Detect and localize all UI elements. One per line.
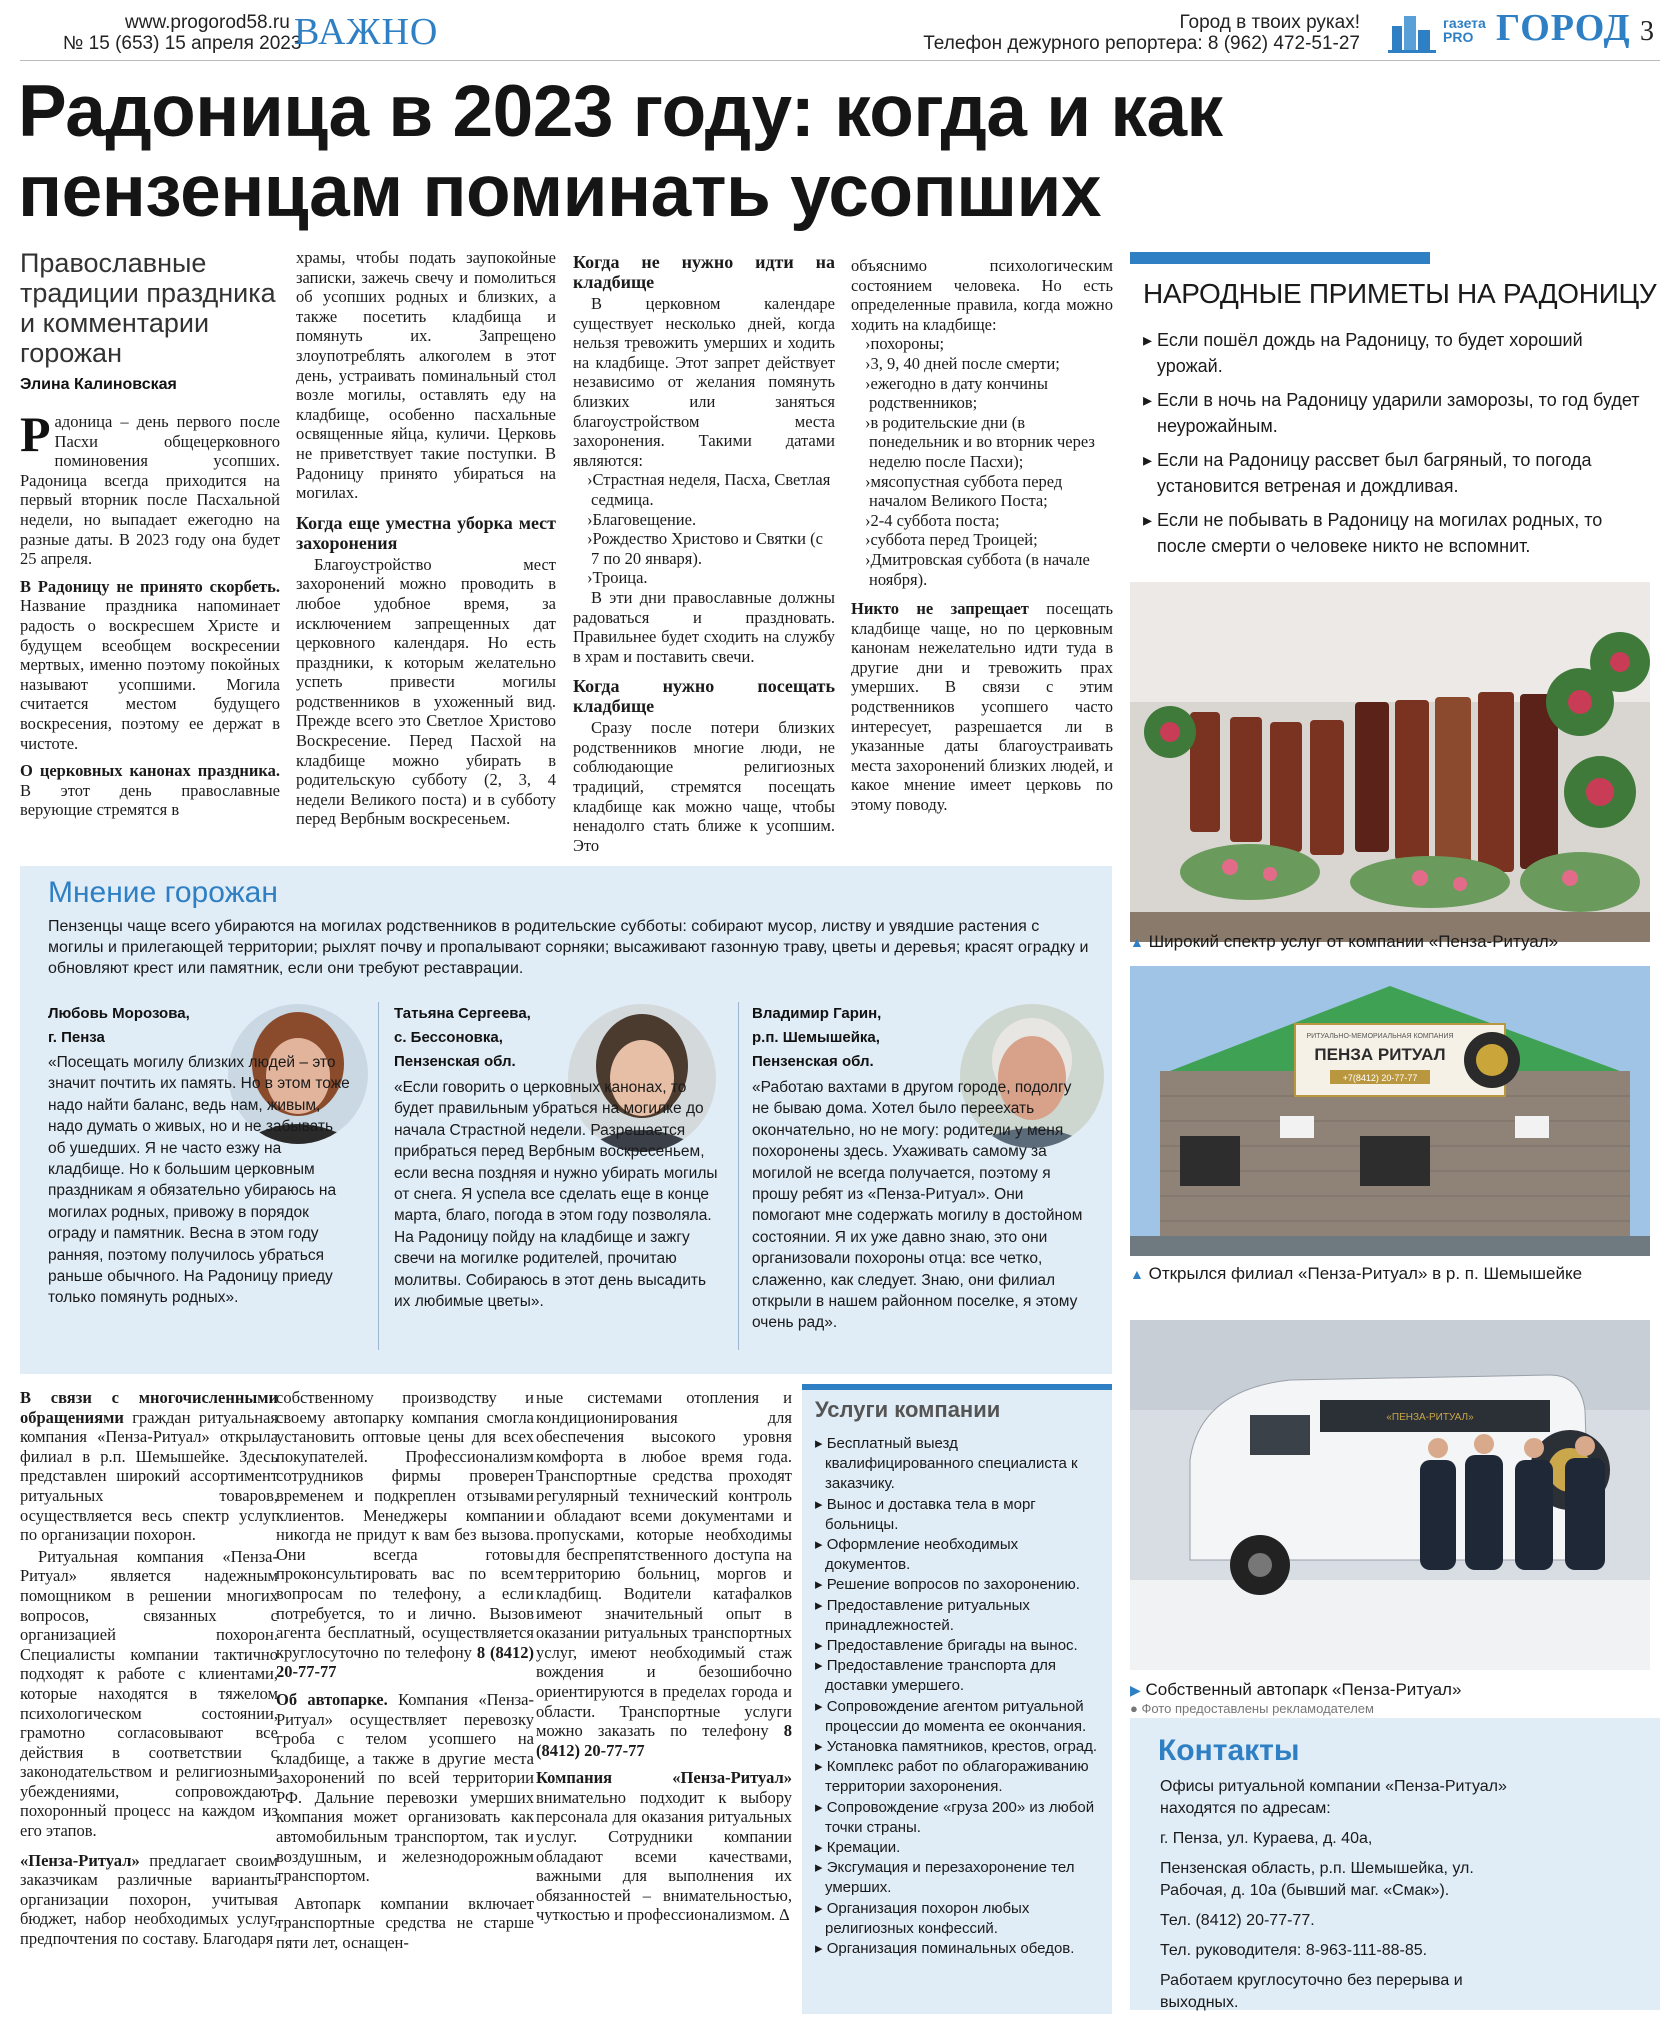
site-url[interactable]: www.progorod58.ru	[125, 12, 290, 33]
service-item: ▸ Сопровождение «груза 200» из любой точки страны.	[815, 1798, 1095, 1836]
service-item: ▸ Бесплатный выезд квалифицированного специалиста к заказчику.	[815, 1435, 1078, 1493]
company-col-2: собственному производству и своему автопарку компания смогла установить оптовые цены для всех покупателей. Профессионализм сотрудников фирмы проверен временем и подкреплен отзывами клиентов. Менеджеры компании никогда не придут к вам без вызова. Они всегда готовы проконсультировать вас по всем вопросам по телефону, а если потребуется, то и лично. Вызов агента бесплатный, осуществляется круглосуточно по телефону 8 (8412) 20-77-77 Об автопарке. Компания «Пенза-Ритуал» осуществляет перевозку гроба с телом усопшего на кладбище, а также в другие места захоронений по всей территории РФ. Дальние перевозки умерших компания может организовать как автомобильным транспортом, так и воздушным, и железнодорожным транспортом. Автопарк компании включает транспортные средства не старше пяти лет, оснащен-	[276, 1388, 534, 1953]
subhead-when-visit: Когда нужно посещать кладбище	[573, 676, 835, 717]
list-item: ›Рождество Христово и Святки (с 7 по 20 января).	[587, 529, 823, 568]
caption-branch: ▲ Открылся филиал «Пенза-Ритуал» в р. п. Шемышейке	[1130, 1264, 1583, 1283]
opinion-quote-1: «Посещать могилу близких людей – это значит почтить их память. Но в этом тоже надо найти баланс, ведь нам, живым, надо думать о живых, но и не забывать об ушедших. Я не часто езжу на кладбище. Но к большим церковным праздникам я обязательно убираюсь на могилах родных, привожу в порядок ограду и памятник. Весна в этом году ранняя, поэтому получилось убраться раньше обычного. На Радоницу приеду только помянуть родных».	[48, 1054, 350, 1307]
subhead-cleanup: Когда еще уместна уборка мест захоронения	[296, 512, 556, 553]
opinion-person-3: Владимир Гарин, р.п. Шемышейка, Пензенская обл.	[752, 1005, 882, 1070]
fleet-photo	[1130, 1320, 1650, 1670]
list-item: ›похороны;	[865, 334, 945, 354]
reporter-phone: Телефон дежурного репортера: 8 (962) 472-51-27	[923, 33, 1360, 54]
sign-item: ▸ Если в ночь на Радоницу ударили заморозы, то год будет неурожайным.	[1143, 390, 1640, 436]
service-item: ▸ Эксгумация и перезахоронение тел умерших.	[815, 1859, 1075, 1897]
subhead-when-not: Когда не нужно идти на кладбище	[573, 252, 835, 292]
showroom-photo	[1130, 582, 1650, 942]
service-item: ▸ Комплекс работ по облагораживанию территории захоронения.	[815, 1758, 1089, 1796]
article-col-1: Радоница – день первого после Пасхи общецерковного поминовения усопших. Радоница всегда приходится на первый вторник после Пасхальной недели, но выпадает ежегодно на разные даты. В 2023 году она будет 25 апреля. В Радоницу не принято скорбеть. Название праздника напоминает радость о воскресшем Христе и будущем всеобщем воскресении мертвых, именно поэтому покойных называют усопшими. Могила считается местом будущего воскресения, поэтому ее держат в чистоте. О церковных канонах праздника. В этот день православные верующие стремятся в	[20, 406, 280, 820]
company-phone-1[interactable]: 8 (8412) 20-77-77	[276, 1642, 534, 1682]
page-number: 3	[1640, 16, 1654, 47]
logo-small-text: газета PRO	[1443, 15, 1486, 45]
service-item: ▸ Сопровождение агентом ритуальной процессии до момента ее окончания.	[815, 1697, 1087, 1735]
service-item: ▸ Организация поминальных обедов.	[815, 1940, 1075, 1958]
list-item: ›ежегодно в дату кончины родственников;	[865, 373, 1048, 413]
opinion-person-2: Татьяна Сергеева, с. Бессоновка, Пензенская обл.	[394, 1005, 531, 1070]
section-tag: ВАЖНО	[294, 11, 439, 53]
caption-fleet: ▶ Собственный автопарк «Пенза-Ритуал»	[1130, 1680, 1462, 1699]
service-item: ▸ Решение вопросов по захоронению.	[815, 1576, 1080, 1594]
van-label: «ПЕНЗА-РИТУАЛ»	[1386, 1412, 1474, 1423]
list-item: ›Троица.	[587, 568, 648, 588]
end-mark: ∆	[779, 1905, 790, 1925]
caption-showroom: ▲ Широкий спектр услуг от компании «Пенза-Ритуал»	[1130, 932, 1559, 951]
visit-dates-list	[851, 334, 1113, 589]
service-item: ▸ Вынос и доставка тела в морг больницы.	[815, 1495, 1036, 1533]
logo-title: ГОРОД	[1496, 7, 1631, 49]
contacts-head-phone[interactable]: Тел. руководителя: 8-963-111-88-85.	[1160, 1942, 1428, 1959]
list-item: ›суббота перед Троицей;	[865, 530, 1038, 550]
list-item: ›Дмитровская суббота (в начале ноября).	[865, 549, 1090, 589]
sign-item: ▸ Если пошёл дождь на Радоницу, то будет хороший урожай.	[1143, 330, 1583, 376]
article-col-2: храмы, чтобы подать заупокойные записки, зажечь свечу и помолиться об усопших родных и близких, а также посетить кладбища и помянуть их. Запрещено злоупотреблять алкоголем в этот день, устраивать поминальный стол возле могилы, оставлять еду на кладбище, особенно пасхальные освященные яйца, куличи. Церковь не приветствует такие поступки. В Радоницу принято убираться на могилах. Когда еще уместна уборка мест захоронения Благоустройство мест захоронений можно проводить в любое удобное время, за исключением запрещенных дат церковного календаря. Но есть праздники, к которым желательно успеть привести могилы родственников в ухоженный вид. Прежде всего это Светлое Христово Воскресение. Перед Пасхой на кладбище можно убирать в родительскую субботу (2, 3, 4 недели Великого поста) и в субботу перед Вербным воскресеньем.	[296, 248, 556, 829]
company-col-1: В связи с многочисленными обращениями граждан ритуальная компания «Пенза-Ритуал» открыла филиал в р.п. Шемышейке. Здесь представлен широкий ассортимент ритуальных товаров, осуществляется весь спектр услуг по организации похорон. Ритуальная компания «Пенза-Ритуал» является надежным помощником в решении многих вопросов, связанных с организацией похорон. Специалисты компании тактично подходят к работе с клиентами, которые находятся в тяжелом психологическом состоянии, грамотно согласовывают все действия в соответствии с законодательством и религиозными убеждениями, сопровождают похоронный процесс на каждом из его этапов. «Пенза-Ритуал» предлагает своим заказчикам различные варианты организации похорон, учитывая бюджет, набор необходимых услуг, предпочтения по составу. Благодаря	[20, 1388, 278, 1949]
services-list	[815, 1434, 1103, 1959]
photo-credit: ● Фото предоставлены рекламодателем	[1130, 1701, 1374, 1716]
company-col-3: ные системами отопления и кондиционирования для обеспечения высокого уровня комфорта в любое время года. Транспортные средства проходят регулярный технический контроль и обладают всеми документами и пропусками, которые необходимы для беспрепятственного доступа на территорию больниц, моргов и кладбищ. Водители катафалков имеют значительный опыт в оказании ритуальных транспортных услуг, имеют необходимый стаж вождения и безошибочно ориентируются в пределах города и области. Транспортные услуги можно заказать по телефону 8 (8412) 20-77-77 Компания «Пенза-Ритуал» внимательно подходит к выбору персонала для оказания ритуальных услуг. Сотрудники компании обладают всеми качествами, важными для выполнения их обязанностей – внимательностью, чуткостью и профессионализмом. ∆	[536, 1388, 792, 1925]
service-item: ▸ Кремации.	[815, 1839, 901, 1857]
opinion-divider-1	[378, 1002, 379, 1350]
opinion-quote-2: «Если говорить о церковных канонах, то будет правильным убраться на могилке до начала Страстной недели. Разрешается прибраться перед Вербным воскресеньем, если весна поздняя и нужно убирать могилы от снега. Я успела все сделать еще в конце марта, благо, погода в этом году позволяла. На Радоницу пойду на кладбище и зажгу свечи на могилке родителей, прочитаю молитвы. Собираюсь в этот день высадить их любимые цветы».	[394, 1079, 718, 1311]
list-item: ›Благовещение.	[587, 509, 697, 529]
header-rule	[20, 60, 1660, 61]
list-item: ›в родительские дни (в понедельник и во вторник через неделю после Пасхи);	[865, 412, 1095, 471]
signs-accent-bar	[1130, 252, 1430, 264]
services-title: Услуги компании	[815, 1397, 1001, 1422]
signs-list	[1143, 327, 1653, 567]
address-shemysheyka: Пензенская область, р.п. Шемышейка, ул. Рабочая, д. 10а (бывший маг. «Смак»).	[1160, 1860, 1474, 1899]
article-col-4: объяснимо психологическим состоянием человека. Но есть определенные правила, когда можно ходить на кладбище: ›похороны; ›3, 9, 40 дней после смерти; ›ежегодно в дату кончины родственников; ›в родительские дни (в понедельник и во вторник через неделю после Пасхи); ›мясопустная суббота перед началом Великого Поста; ›2-4 суббота поста; ›суббота перед Троицей; ›Дмитровская суббота (в начале ноября). Никто не запрещает посещать кладбище чаще, но по церковным канонам нежелательно идти туда в другие дни и тревожить прах умерших. В связи с этим родственников усопшего часто интересует, разрешается ли в указанные даты благоустраивать места захоронений близких людей, и какое мнение имеет церковь по этому поводу.	[851, 256, 1113, 815]
dropcap: Р	[20, 406, 51, 462]
contacts-title: Контакты	[1158, 1734, 1300, 1767]
service-item: ▸ Предоставление бригады на вынос.	[815, 1637, 1078, 1655]
headline: Радоница в 2023 году: когда и как пензенцам поминать усопших	[18, 71, 1223, 232]
list-item: ›Страстная неделя, Пасха, Светлая седмица.	[587, 470, 831, 509]
sign-phone: +7(8412) 20-77-77	[1342, 1073, 1418, 1083]
list-item: ›2-4 суббота поста;	[865, 510, 1000, 530]
author: Элина Калиновская	[20, 376, 177, 393]
opinion-divider-2	[738, 1002, 739, 1350]
service-item: ▸ Установка памятников, крестов, оград.	[815, 1738, 1098, 1756]
slogan: Город в твоих руках!	[1179, 12, 1360, 33]
service-item: ▸ Оформление необходимых документов.	[815, 1536, 1019, 1574]
article-col-3: Когда не нужно идти на кладбище В церковном календаре существует несколько дней, когда нельзя тревожить умерших и ходить на кладбище. Этот запрет действует независимо от желания помянуть близких или заняться благоустройством места захоронения. Такими датами являются: ›Страстная неделя, Пасха, Светлая седмица. ›Благовещение. ›Рождество Христово и Святки (с 7 по 20 января). ›Троица. В эти дни православные должны радоваться и праздновать. Правильнее будет сходить на службу в храм и поставить свечи. Когда нужно посещать кладбище Сразу после потери близких родственников многие люди, не соблюдающие религиозных традиций, стремятся посещать кладбище как можно чаще, чтобы ненадолго стать ближе к усопшим. Это	[573, 252, 835, 855]
city-logo-icon	[1388, 12, 1436, 54]
sign-small-text: РИТУАЛЬНО-МЕМОРИАЛЬНАЯ КОМПАНИЯ	[1306, 1033, 1454, 1040]
contacts-phone[interactable]: Тел. (8412) 20-77-77.	[1160, 1912, 1315, 1929]
list-item: ›мясопустная суббота перед началом Великого Поста;	[865, 471, 1063, 511]
forbidden-dates-list	[573, 470, 835, 588]
service-item: ▸ Организация похорон любых религиозных конфессий.	[815, 1899, 1030, 1937]
branch-building-photo	[1130, 966, 1650, 1256]
services-accent-bar	[802, 1384, 1112, 1390]
issue-info: № 15 (653) 15 апреля 2023	[63, 33, 302, 54]
sign-text: ПЕНЗА РИТУАЛ	[1314, 1045, 1446, 1064]
sign-item: ▸ Если не побывать в Радоницу на могилах родных, то после смерти о человеке никто не вспомнит.	[1143, 510, 1603, 556]
opinion-intro: Пензенцы чаще всего убираются на могилах родственников в родительские субботы: собирают мусор, листву и увядшие растения с могилы и прилегающей территории; рыхлят почву и пропалывают сорняки; высаживают газонную траву, цветы и деревья; красят оградку и обновляют крест или памятник, если они требуют реставрации.	[48, 918, 1089, 977]
list-item: ›3, 9, 40 дней после смерти;	[865, 353, 1060, 373]
service-item: ▸ Предоставление транспорта для доставки умершего.	[815, 1657, 1057, 1695]
signs-title: НАРОДНЫЕ ПРИМЕТЫ НА РАДОНИЦУ	[1143, 278, 1657, 309]
lead: Православные традиции праздника и комментарии горожан	[20, 248, 276, 368]
contacts-body: Офисы ритуальной компании «Пенза-Ритуал» находятся по адресам: г. Пенза, ул. Кураева, д. 40а, Пензенская область, р.п. Шемышейка, ул. Рабочая, д. 10а (бывший маг. «Смак»). Тел. (8412) 20-77-77. Тел. руководителя: 8-963-111-88-85. Работаем круглосуточно без перерыва и выходных.	[1160, 1776, 1530, 2014]
contacts-hours: Работаем круглосуточно без перерыва и выходных.	[1160, 1972, 1463, 2011]
sign-item: ▸ Если на Радоницу рассвет был багряный, то погода установится ветреная и дождливая.	[1143, 450, 1592, 496]
opinion-title: Мнение горожан	[48, 876, 278, 909]
opinion-person-1: Любовь Морозова, г. Пенза	[48, 1005, 190, 1046]
service-item: ▸ Предоставление ритуальных принадлежностей.	[815, 1596, 1030, 1634]
opinion-quote-3: «Работаю вахтами в другом городе, подолгу не бываю дома. Хотел было переехать окончательно, но не могу: родители у меня похоронены здесь. Ухаживать самому за могилой не всегда получается, поэтому я прошу ребят из «Пенза-Ритуал». Они помогают мне содержать могилу в достойном состоянии. Я их уже давно знаю, это они организовали похороны отца: все четко, слаженно, как следует. Знаю, они филиал открыли в нашем районном поселке, я этому очень рад».	[752, 1079, 1083, 1332]
address-penza: г. Пенза, ул. Кураева, д. 40а,	[1160, 1830, 1373, 1847]
company-phone-2[interactable]: 8 (8412) 20-77-77	[536, 1721, 792, 1760]
